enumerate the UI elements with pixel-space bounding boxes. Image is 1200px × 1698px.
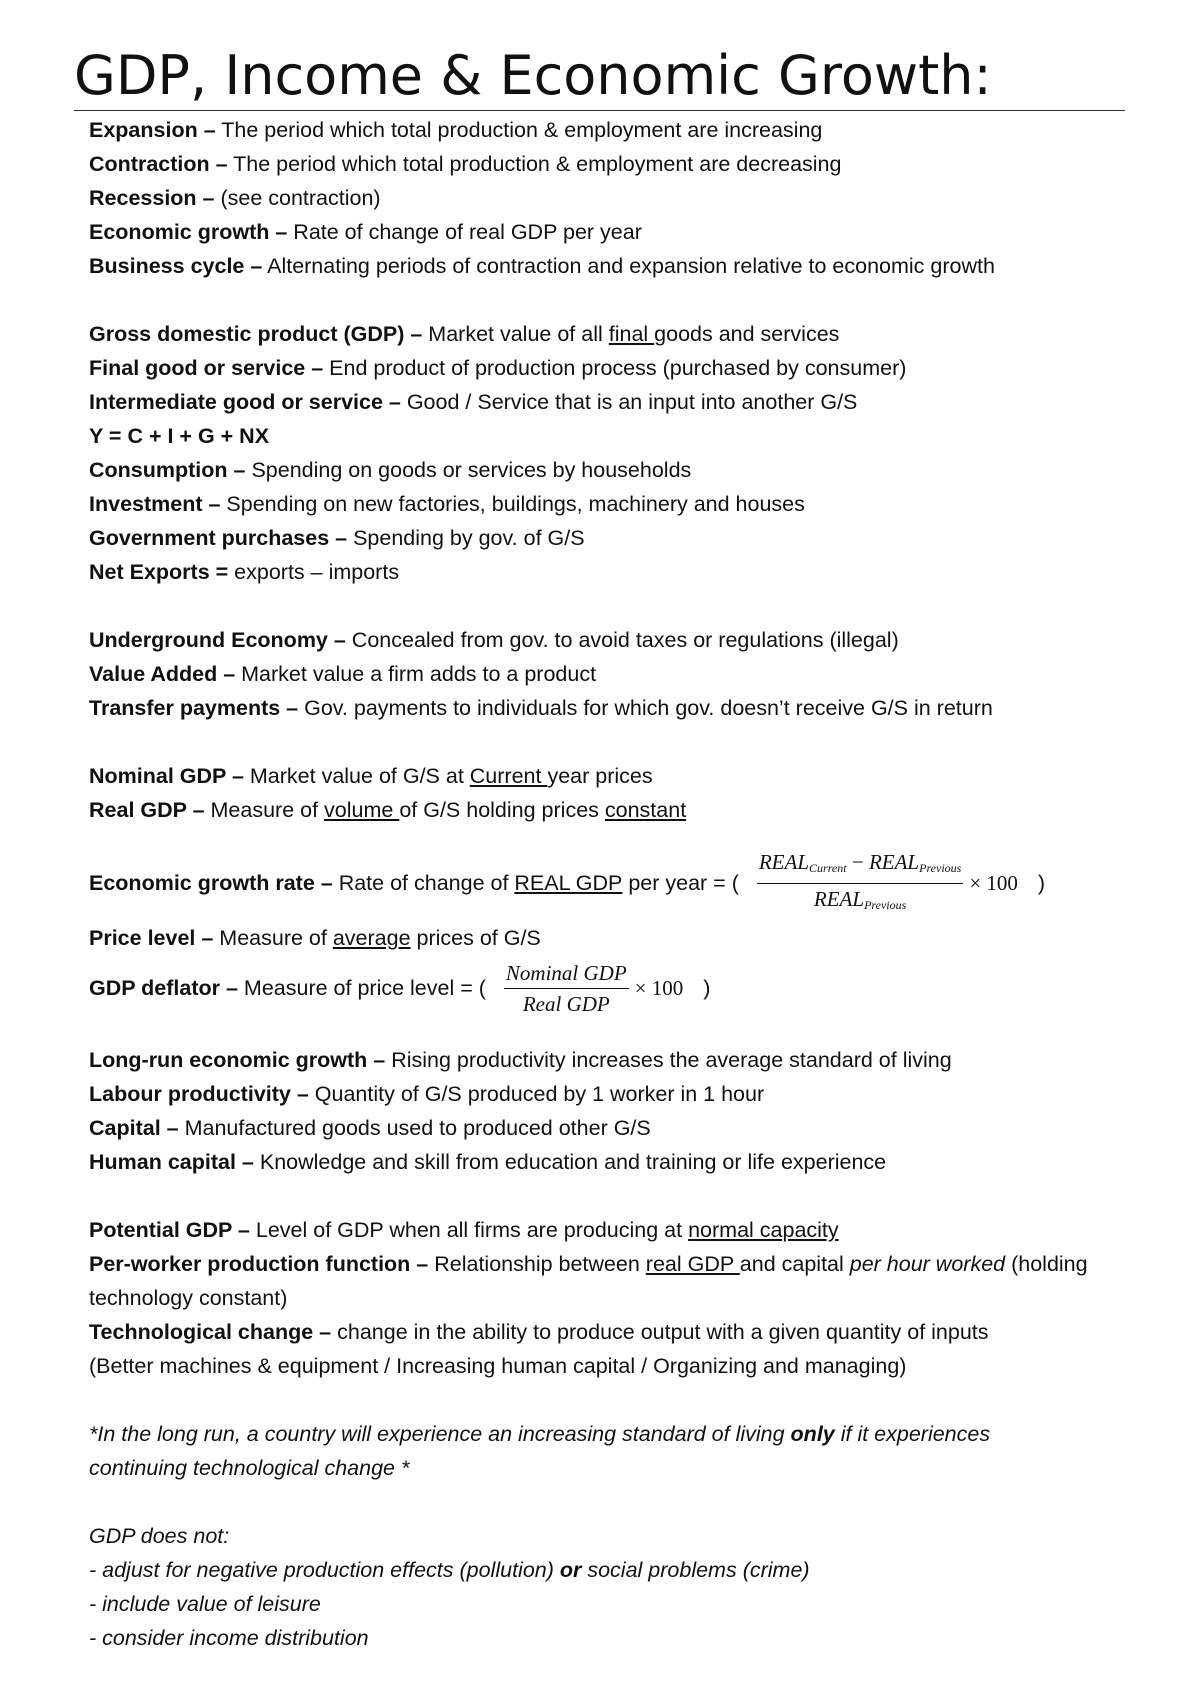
term: Intermediate good or service – [89,390,401,414]
definition: Knowledge and skill from education and training or life experience [253,1150,887,1174]
title-divider [74,110,1125,111]
definition: Quantity of G/S produced by 1 worker in 1 hour [308,1082,765,1106]
term: Value Added – [89,662,236,686]
closing-paren: ) [703,975,711,1000]
spacer [89,1383,1119,1417]
definition-gdp [89,317,1119,351]
fraction-numerator: Nominal GDP [504,960,629,989]
term: Consumption – [89,458,246,482]
definition-continuation [89,1349,1119,1383]
gdp-limitation-item: - consider income distribution [89,1626,369,1650]
definition-net-exports [89,555,1119,589]
emphasis: Current [469,764,548,788]
spacer [89,1485,1119,1519]
term: Recession – [89,186,215,210]
term: Expansion – [89,118,216,142]
long-run-note [89,1417,1119,1451]
term: Real GDP – [89,798,205,822]
definition-government-purchases [89,521,1119,555]
definition-continuation [89,1281,1119,1315]
term: Capital – [89,1116,179,1140]
numerator-term: REAL [868,849,920,874]
definition-contraction [89,147,1119,181]
definition-transfer-payments [89,691,1119,725]
definition: Rate of change of real GDP per year [287,220,642,244]
definition: Level of GDP when all firms are producing at [249,1218,689,1242]
definition: Concealed from gov. to avoid taxes or regulations (illegal) [345,628,899,652]
emphasis: volume [324,798,400,822]
definition: Gov. payments to individuals for which gov. doesn’t receive G/S in return [298,696,993,720]
definition-gdp-deflator [89,955,1119,1021]
definition-economic-growth [89,215,1119,249]
closing-paren: ) [1037,870,1046,895]
gdp-limitations-heading: GDP does not: [89,1524,230,1548]
term: Gross domestic product (GDP) – [89,322,423,346]
definition: and capital [739,1252,850,1276]
definition: Market value a firm adds to a product [235,662,597,686]
equation: Y = C + I + G + NX [89,424,270,448]
definition-business-cycle [89,249,1119,283]
definition: technology constant) [89,1286,288,1310]
item-text: social problems (crime) [581,1558,810,1582]
definition: Rate of change of [332,870,515,895]
definition-consumption [89,453,1119,487]
definition: Market value of G/S at [243,764,470,788]
term: Technological change – [89,1320,332,1344]
definition: (see contraction) [214,186,381,210]
subscript: Previous [919,860,962,875]
definition: year prices [547,764,653,788]
term: GDP deflator – [89,975,238,1000]
definition-long-run-growth [89,1043,1119,1077]
definition-capital [89,1111,1119,1145]
spacer [89,725,1119,759]
spacer [89,1021,1119,1043]
term: Long-run economic growth – [89,1048,386,1072]
emphasis: real GDP [645,1252,740,1276]
definition: The period which total production & employment are increasing [215,118,823,142]
definition: exports – imports [228,560,400,584]
definition-final-good [89,351,1119,385]
subscript: Current [809,860,847,875]
note-text: if it experiences [834,1422,991,1446]
definition-per-worker-production-function [89,1247,1119,1281]
definition-price-level [89,921,1119,955]
term: Investment – [89,492,221,516]
term: Per-worker production function – [89,1252,429,1276]
term: Final good or service – [89,356,324,380]
minus-sign: − [846,849,869,874]
definition: Alternating periods of contraction and expansion relative to economic growth [262,254,995,278]
item-text: - adjust for negative production effects (pollution) [89,1558,560,1582]
term: Government purchases – [89,526,348,550]
definition: Market value of all [422,322,609,346]
spacer [89,283,1119,317]
note-text: continuing technological change * [89,1456,410,1480]
subscript: Previous [864,897,907,912]
definition: (Better machines & equipment / Increasing human capital / Organizing and managing) [89,1354,907,1378]
definition: of G/S holding prices [399,798,605,822]
spacer [89,589,1119,623]
definition-human-capital [89,1145,1119,1179]
definition: The period which total production & employment are decreasing [227,152,842,176]
growth-rate-fraction [757,849,963,918]
term: Business cycle – [89,254,263,278]
definition: (holding [1005,1252,1088,1276]
fraction-denominator: Real GDP [522,991,610,1016]
term: Economic growth rate – [89,870,333,895]
times-100: × 100 [634,975,684,1000]
definition-labour-productivity [89,1077,1119,1111]
term: Net Exports = [89,560,229,584]
definition: prices of G/S [410,926,541,950]
emphasis: final [608,322,655,346]
numerator-term: REAL [758,849,810,874]
definition-nominal-gdp [89,759,1119,793]
emphasis: normal capacity [688,1218,839,1242]
term: Price level – [89,926,214,950]
definition: Rising productivity increases the average standard of living [385,1048,952,1072]
denominator-term: REAL [813,886,865,911]
definition-potential-gdp [89,1213,1119,1247]
definition: Measure of [204,798,325,822]
definition: End product of production process (purchased by consumer) [323,356,907,380]
definition: Relationship between [428,1252,646,1276]
definition-recession [89,181,1119,215]
definition: goods and services [654,322,840,346]
definition: Spending on goods or services by households [245,458,692,482]
definition: change in the ability to produce output with a given quantity of inputs [331,1320,989,1344]
definition: Spending on new factories, buildings, machinery and houses [220,492,805,516]
italic-phrase: per hour worked [849,1252,1006,1276]
term: Underground Economy – [89,628,346,652]
deflator-fraction [504,960,629,1017]
term: Labour productivity – [89,1082,309,1106]
emphasis: average [332,926,411,950]
definition: Measure of [213,926,333,950]
definition-intermediate-good [89,385,1119,419]
gdp-limitation-item: - include value of leisure [89,1592,321,1616]
term: Transfer payments – [89,696,299,720]
item-emphasis: or [559,1558,582,1582]
notes-body [89,113,1119,1655]
term: Economic growth – [89,220,288,244]
definition-expansion [89,113,1119,147]
gdp-equation [89,419,1119,453]
note-emphasis: only [790,1422,835,1446]
emphasis: constant [604,798,687,822]
definition-investment [89,487,1119,521]
long-run-note-continuation [89,1451,1119,1485]
definition: Manufactured goods used to produced other G/S [178,1116,651,1140]
definition-economic-growth-rate [89,845,1119,921]
fraction-numerator [757,849,963,884]
note-text: *In the long run, a country will experience an increasing standard of living [89,1422,791,1446]
term: Nominal GDP – [89,764,244,788]
page-title: GDP, Income & Economic Growth: [74,44,992,107]
emphasis: REAL GDP [514,870,623,895]
definition-real-gdp [89,793,1119,827]
spacer [89,1179,1119,1213]
term: Contraction – [89,152,228,176]
term: Potential GDP – [89,1218,250,1242]
definition: Measure of price level = ( [237,975,486,1000]
definition-underground-economy [89,623,1119,657]
definition: Spending by gov. of G/S [347,526,585,550]
definition-technological-change [89,1315,1119,1349]
definition: Good / Service that is an input into another G/S [400,390,858,414]
term: Human capital – [89,1150,254,1174]
fraction-denominator [812,884,908,918]
definition: per year = ( [622,870,739,895]
times-100: × 100 [969,870,1018,895]
gdp-limitation-item [89,1553,1119,1587]
definition-value-added [89,657,1119,691]
